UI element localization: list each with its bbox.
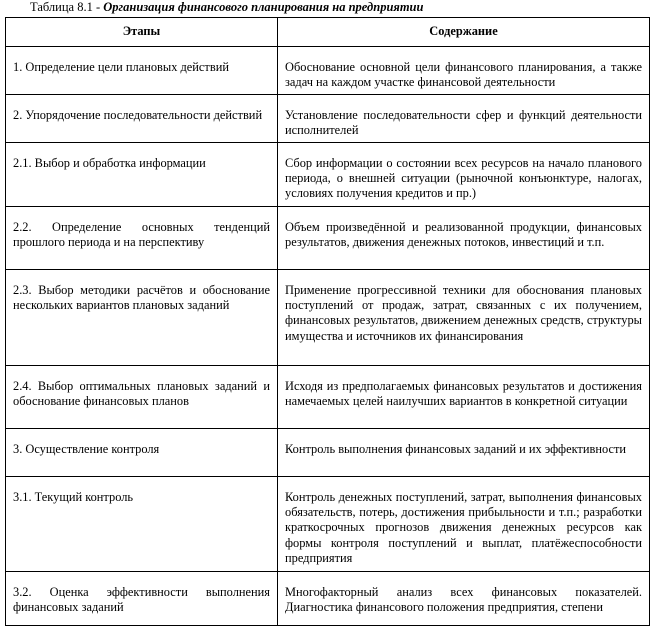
content-cell: Контроль выполнения финансовых заданий и их эффективности	[278, 429, 650, 477]
table-row	[6, 429, 650, 477]
stage-cell: 2. Упорядочение последовательности действий	[6, 95, 278, 143]
stage-cell: 3.1. Текущий контроль	[6, 477, 278, 572]
content-cell: Исходя из предполагаемых финансовых результатов и достижения намечаемых целей наилучших вариантов в конкретной ситуации	[278, 366, 650, 429]
table-row	[6, 572, 650, 626]
content-cell: Обоснование основной цели финансового планирования, а также задач на каждом участке финансовой деятельности	[278, 47, 650, 95]
stage-cell: 2.4. Выбор оптимальных плановых заданий и обоснование финансовых планов	[6, 366, 278, 429]
content-cell: Установление последовательности сфер и функций деятельности исполнителей	[278, 95, 650, 143]
stage-cell: 2.2. Определение основных тенденций прошлого периода и на перспективу	[6, 207, 278, 270]
stage-cell: 2.1. Выбор и обработка информации	[6, 143, 278, 207]
table-row	[6, 477, 650, 572]
content-cell: Контроль денежных поступлений, затрат, выполнения финансовых обязательств, потерь, достижения прибыльности и т.п.; разработки краткосрочных прогнозов движения денежных ресурсов как формы контроля поступлений и выплат, платёжеспособности предприятия	[278, 477, 650, 572]
table-row	[6, 207, 650, 270]
table-number: Таблица 8.1	[30, 0, 93, 14]
header-content: Содержание	[278, 18, 650, 47]
table-caption	[30, 0, 423, 15]
header-stages: Этапы	[6, 18, 278, 47]
table-row	[6, 366, 650, 429]
table-row	[6, 143, 650, 207]
table-row	[6, 270, 650, 366]
caption-dash: -	[92, 0, 104, 14]
content-cell: Сбор информации о состоянии всех ресурсов на начало планового периода, о внешней ситуации (рыночной конъюнктуре, налогах, условиях получения кредитов и пр.)	[278, 143, 650, 207]
table-row	[6, 47, 650, 95]
stage-cell: 3.2. Оценка эффективности выполнения финансовых заданий	[6, 572, 278, 626]
planning-table	[5, 17, 650, 626]
content-cell: Объем произведённой и реализованной продукции, финансовых результатов, движения денежных потоков, инвестиций и т.п.	[278, 207, 650, 270]
stage-cell: 1. Определение цели плановых действий	[6, 47, 278, 95]
header-row	[6, 18, 650, 47]
stage-cell: 3. Осуществление контроля	[6, 429, 278, 477]
table-row	[6, 95, 650, 143]
table-title: Организация финансового планирования на предприятии	[103, 0, 424, 14]
content-cell: Применение прогрессивной техники для обоснования плановых поступлений от продаж, затрат, связанных с их получением, финансовых результатов, движением денежных средств, структуры имущества и источников их финансирования	[278, 270, 650, 366]
stage-cell: 2.3. Выбор методики расчётов и обоснование нескольких вариантов плановых заданий	[6, 270, 278, 366]
content-cell: Многофакторный анализ всех финансовых показателей. Диагностика финансового положения предприятия, степени	[278, 572, 650, 626]
